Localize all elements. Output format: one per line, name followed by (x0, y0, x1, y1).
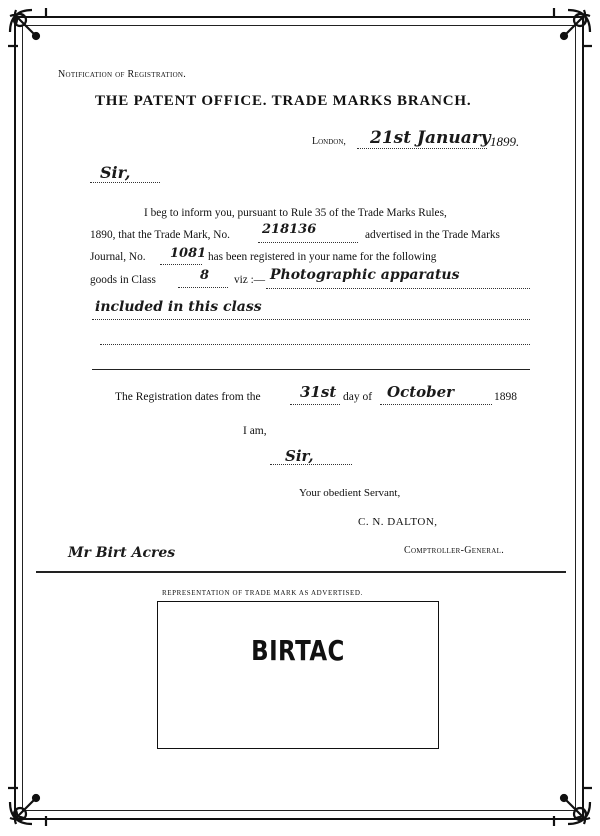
journal-number-line (160, 263, 202, 265)
class-number-line (178, 286, 228, 288)
registration-day-of: day of (343, 391, 373, 403)
handwritten-date: 21st January (370, 128, 491, 148)
body-line-4-start: goods in Class (90, 274, 156, 286)
salutation-line (90, 181, 160, 183)
trade-mark-number-line (258, 241, 358, 243)
dateline-year: 1899. (490, 134, 520, 149)
body-line-3-end: has been registered in your name for the following (208, 251, 437, 263)
closing-servant: Your obedient Servant, (299, 487, 401, 499)
section-divider (36, 571, 566, 573)
dateline-place: London, (312, 136, 346, 147)
notification-label: Notification of Registration. (58, 69, 187, 80)
ornament-corner-icon (6, 776, 58, 828)
class-number: 8 (200, 268, 210, 283)
registration-month: October (387, 383, 455, 401)
comptroller-title: Comptroller-General. (404, 545, 504, 556)
ornament-corner-icon (542, 6, 594, 58)
comptroller-name: C. N. DALTON, (358, 516, 438, 528)
trade-mark-box (157, 601, 439, 749)
date-line (357, 147, 487, 149)
registration-year: 1898 (494, 391, 517, 403)
goods-description-1: Photographic apparatus (270, 267, 460, 283)
journal-number: 1081 (170, 246, 207, 261)
goods-description-2: included in this class (95, 299, 262, 315)
office-heading: THE PATENT OFFICE. TRADE MARKS BRANCH. (95, 93, 472, 109)
closing-sir-line (270, 463, 352, 465)
registration-text: The Registration dates from the (115, 391, 261, 403)
trade-mark-text: BIRTAC (251, 634, 345, 667)
addressee-handwritten: Mr Birt Acres (68, 545, 176, 561)
goods-line-2 (92, 318, 530, 320)
blank-line-2 (92, 369, 530, 370)
trade-mark-number: 218136 (262, 222, 317, 237)
registration-month-line (380, 403, 492, 405)
closing-sir: Sir, (285, 447, 314, 465)
body-line-3-start: Journal, No. (90, 251, 146, 263)
representation-label: REPRESENTATION OF TRADE MARK AS ADVERTISED. (162, 589, 363, 597)
salutation: Sir, (100, 163, 131, 182)
ornament-corner-icon (6, 6, 58, 58)
ornament-corner-icon (542, 776, 594, 828)
body-line-1: I beg to inform you, pursuant to Rule 35 of the Trade Marks Rules, (144, 207, 447, 219)
body-line-4-mid: viz :— (234, 274, 266, 286)
blank-line-1 (100, 343, 530, 345)
goods-line-1 (266, 287, 530, 289)
registration-day-line (290, 403, 340, 405)
closing-i-am: I am, (243, 425, 267, 437)
body-line-2-end: advertised in the Trade Marks (365, 229, 500, 241)
body-line-2-start: 1890, that the Trade Mark, No. (90, 229, 230, 241)
registration-day: 31st (300, 383, 337, 401)
